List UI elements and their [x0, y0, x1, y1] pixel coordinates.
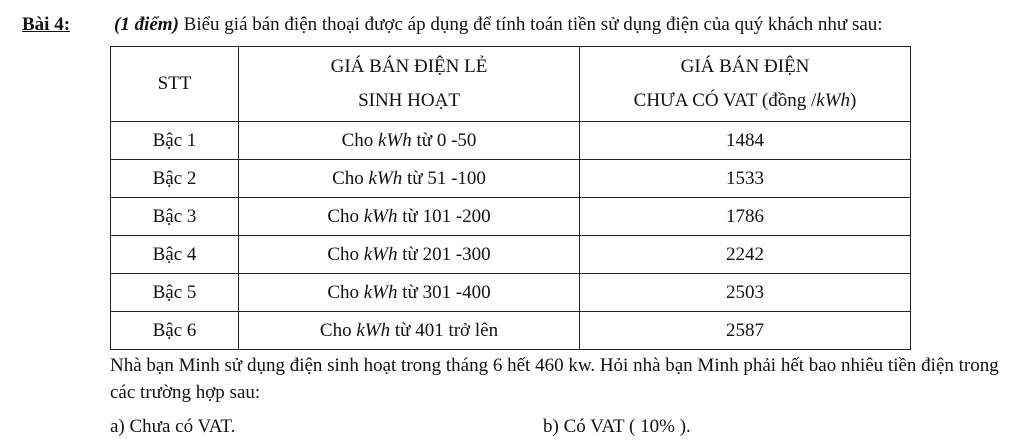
range-unit: kWh — [363, 281, 398, 303]
problem-header — [22, 14, 883, 36]
range-unit: kWh — [363, 205, 398, 227]
table-header-row — [111, 47, 911, 122]
table-row — [111, 198, 911, 236]
problem-label: Bài 4: — [22, 14, 71, 35]
price-cell: 2587 — [580, 312, 911, 350]
range-pre: Cho — [327, 243, 364, 265]
question-part-b: b) Có VAT ( 10% ). — [543, 416, 691, 437]
range-pre: Cho — [327, 281, 364, 303]
range-cell — [239, 198, 580, 236]
table-row — [111, 236, 911, 274]
range-cell — [239, 274, 580, 312]
range-cell — [239, 312, 580, 350]
tier-cell: Bậc 3 — [111, 198, 239, 236]
question-part-a: a) Chưa có VAT. — [110, 416, 236, 437]
price-cell: 1533 — [580, 160, 911, 198]
question-text: Nhà bạn Minh sử dụng điện sinh hoạt trong tháng 6 hết 460 kw. Hỏi nhà bạn Minh phải hết bao nhiêu tiền điện trong các trường hợp sau: — [110, 355, 999, 403]
range-unit: kWh — [378, 129, 412, 151]
header-retail-line1: GIÁ BÁN ĐIỆN LẺ — [330, 56, 488, 77]
range-text: từ 0 -50 — [411, 129, 477, 151]
price-table — [110, 46, 911, 350]
range-unit: kWh — [356, 319, 391, 341]
problem-points: (1 điểm) — [114, 14, 179, 35]
range-text: từ 201 -300 — [397, 243, 491, 265]
range-pre: Cho — [319, 319, 357, 341]
header-retail — [239, 47, 580, 122]
range-text: từ 101 -200 — [397, 205, 491, 227]
table-row — [111, 274, 911, 312]
range-text: từ 301 -400 — [397, 281, 491, 303]
tier-cell: Bậc 6 — [111, 312, 239, 350]
table-row — [111, 122, 911, 160]
price-cell: 2503 — [580, 274, 911, 312]
range-cell — [239, 122, 580, 160]
header-price-line2-a: CHƯA CÓ VAT (đồng / — [633, 90, 817, 111]
table-row — [111, 312, 911, 350]
range-pre: Cho — [327, 205, 364, 227]
range-text: từ 51 -100 — [402, 167, 486, 189]
header-retail-line2: SINH HOẠT — [358, 90, 460, 111]
range-unit: kWh — [363, 243, 398, 265]
range-cell — [239, 236, 580, 274]
header-price — [580, 47, 911, 122]
tier-cell: Bậc 2 — [111, 160, 239, 198]
header-price-line2 — [634, 90, 857, 111]
header-price-unit: kWh — [816, 90, 851, 111]
price-cell: 1484 — [580, 122, 911, 160]
tier-cell: Bậc 1 — [111, 122, 239, 160]
range-cell — [239, 160, 580, 198]
problem-intro: Biểu giá bán điện thoại được áp dụng để tính toán tiền sử dụng điện của quý khách như sau: — [178, 14, 883, 35]
range-unit: kWh — [368, 167, 403, 189]
table-row — [111, 160, 911, 198]
header-price-line1: GIÁ BÁN ĐIỆN — [680, 56, 810, 77]
price-cell: 2242 — [580, 236, 911, 274]
price-cell: 1786 — [580, 198, 911, 236]
range-text: từ 401 trở lên — [390, 319, 499, 341]
tier-cell: Bậc 5 — [111, 274, 239, 312]
header-stt: STT — [111, 47, 239, 122]
range-pre: Cho — [332, 167, 369, 189]
header-price-line2-b: ) — [850, 90, 857, 111]
range-pre: Cho — [341, 129, 378, 151]
tier-cell: Bậc 4 — [111, 236, 239, 274]
